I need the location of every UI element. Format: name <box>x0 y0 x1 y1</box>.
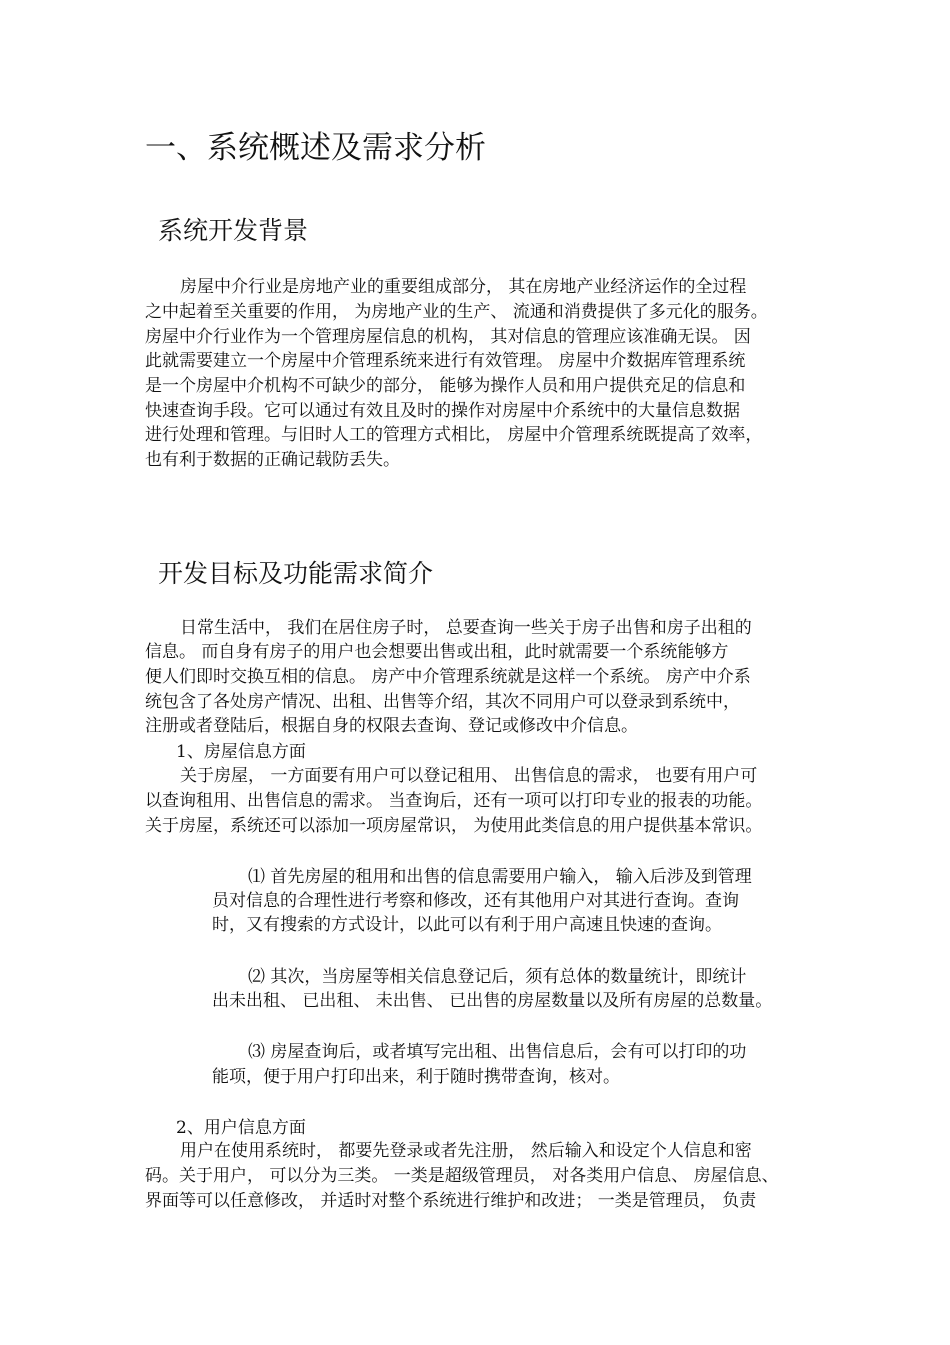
list-item-line: ⑵ 其次，当房屋等相关信息登记后，须有总体的数量统计，即统计 <box>248 967 747 987</box>
paragraph-line: 界面等可以任意修改， 并适时对整个系统进行维护和改进； 一类是管理员， 负责 <box>145 1191 757 1211</box>
paragraph-line: 房屋中介行业作为一个管理房屋信息的机构， 其对信息的管理应该准确无误。 因 <box>145 327 751 347</box>
list-item-line: 员对信息的合理性进行考察和修改，还有其他用户对其进行查询。查询 <box>212 891 739 911</box>
paragraph-line: 统包含了各处房产情况、出租、出售等介绍，其次不同用户可以登录到系统中， <box>145 692 740 712</box>
list-item-line: 时，又有搜索的方式设计，以此可以有利于用户高速且快速的查询。 <box>212 915 722 935</box>
paragraph-line: 以查询租用、出售信息的需求。 当查询后，还有一项可以打印专业的报表的功能。 <box>145 791 763 811</box>
paragraph-line: 快速查询手段。它可以通过有效且及时的操作对房屋中介系统中的大量信息数据 <box>145 401 740 421</box>
section-title-background: 系统开发背景 <box>158 216 309 245</box>
paragraph-line: 进行处理和管理。与旧时人工的管理方式相比， 房屋中介管理系统既提高了效率， <box>145 425 763 445</box>
paragraph-line: 房屋中介行业是房地产业的重要组成部分， 其在房地产业经济运作的全过程 <box>180 277 747 297</box>
paragraph-line: 码。关于用户， 可以分为三类。 一类是超级管理员， 对各类用户信息、 房屋信息、 <box>145 1166 779 1186</box>
list-item-line: ⑶ 房屋查询后，或者填写完出租、出售信息后，会有可以打印的功 <box>248 1042 747 1062</box>
paragraph-line: 信息。 而自身有房子的用户也会想要出售或出租，此时就需要一个系统能够方 <box>145 642 729 662</box>
list-item-line: 能项，便于用户打印出来，利于随时携带查询，核对。 <box>212 1067 620 1087</box>
main-heading: 一、系统概述及需求分析 <box>145 130 486 166</box>
subsection-title-housing: 1、房屋信息方面 <box>176 742 306 762</box>
list-item-line: 出未出租、 已出租、 未出售、 已出售的房屋数量以及所有房屋的总数量。 <box>212 991 773 1011</box>
paragraph-line: 关于房屋， 一方面要有用户可以登记租用、 出售信息的需求， 也要有用户可 <box>180 766 758 786</box>
paragraph-line: 注册或者登陆后，根据自身的权限去查询、登记或修改中介信息。 <box>145 716 638 736</box>
list-item-line: ⑴ 首先房屋的租用和出售的信息需要用户输入， 输入后涉及到管理 <box>248 867 752 887</box>
paragraph-line: 之中起着至关重要的作用， 为房地产业的生产、 流通和消费提供了多元化的服务。 <box>145 302 768 322</box>
paragraph-line: 是一个房屋中介机构不可缺少的部分， 能够为操作人员和用户提供充足的信息和 <box>145 376 746 396</box>
paragraph-line: 便人们即时交换互相的信息。 房产中介管理系统就是这样一个系统。 房产中介系 <box>145 667 751 687</box>
paragraph-line: 用户在使用系统时， 都要先登录或者先注册， 然后输入和设定个人信息和密 <box>180 1141 752 1161</box>
paragraph-line: 日常生活中， 我们在居住房子时， 总要查询一些关于房子出售和房子出租的 <box>180 618 752 638</box>
paragraph-line: 关于房屋，系统还可以添加一项房屋常识， 为使用此类信息的用户提供基本常识。 <box>145 816 763 836</box>
paragraph-line: 此就需要建立一个房屋中介管理系统来进行有效管理。 房屋中介数据库管理系统 <box>145 351 746 371</box>
subsection-title-user: 2、用户信息方面 <box>176 1118 306 1138</box>
section-title-goals: 开发目标及功能需求简介 <box>158 559 434 588</box>
paragraph-line: 也有利于数据的正确记载防丢失。 <box>145 450 400 470</box>
